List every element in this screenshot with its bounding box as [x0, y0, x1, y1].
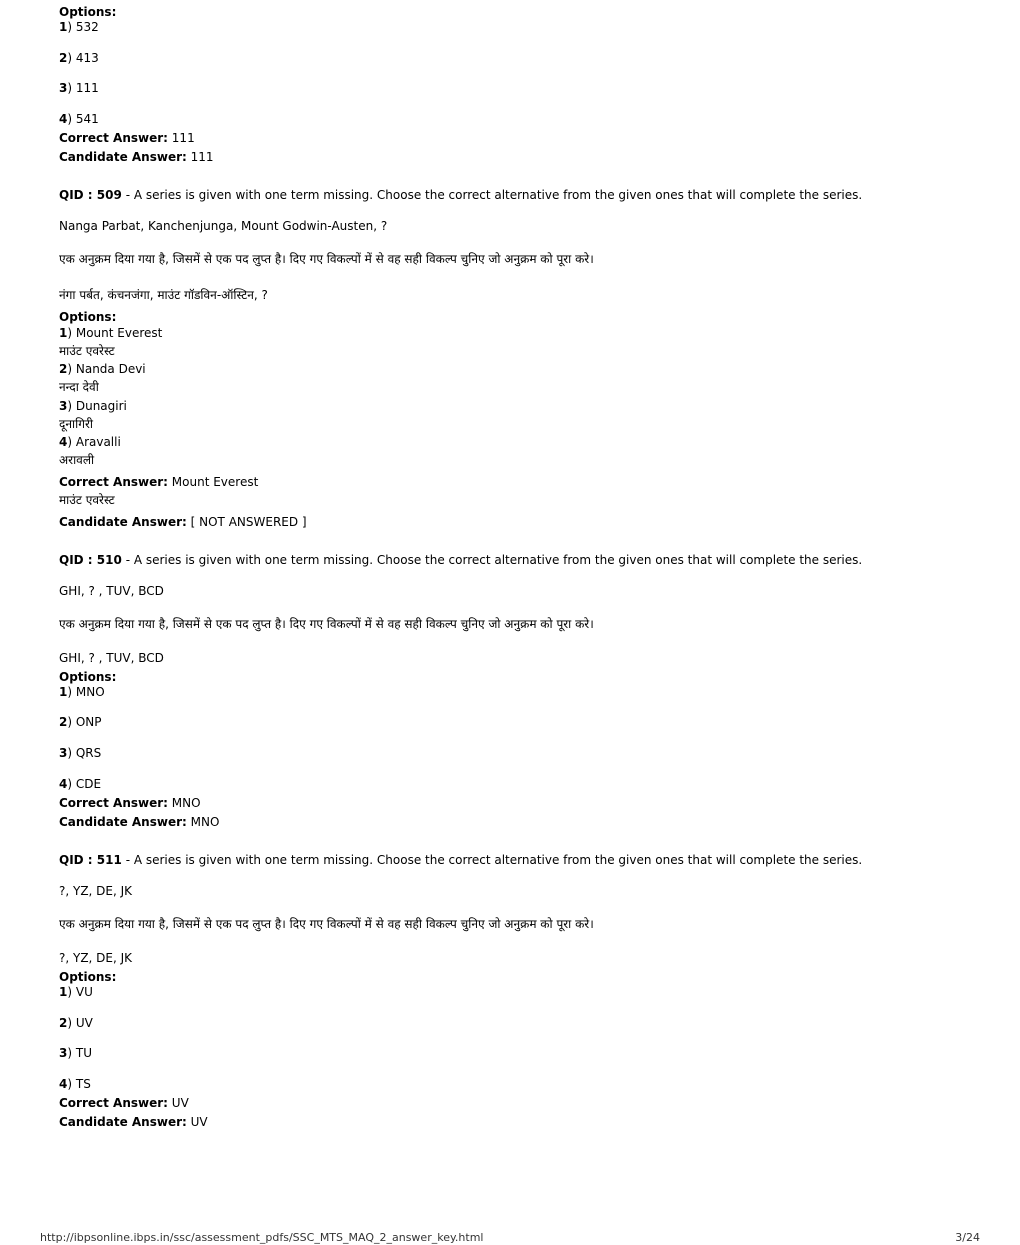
series-en-510: GHI, ? , TUV, BCD — [59, 584, 164, 598]
question-hi-511: एक अनुक्रम दिया गया है, जिसमें से एक पद लुप्त है। दिए गए विकल्पों में से वह सही विकल्प चुनिए जो अनुक्रम को पूरा करे। — [59, 917, 594, 931]
options-label: Options: — [59, 970, 117, 984]
series-hi-511: ?, YZ, DE, JK — [59, 951, 133, 965]
candidate-answer: Candidate Answer: 111 — [59, 150, 214, 164]
option-4-hi: अरावली — [59, 453, 95, 467]
options-label: Options: — [59, 310, 117, 324]
series-hi-510: GHI, ? , TUV, BCD — [59, 651, 164, 665]
option-1: 1) VU — [59, 985, 93, 999]
option-4: 4) TS — [59, 1077, 91, 1091]
option-3: 3) 111 — [59, 81, 99, 95]
question-hi-509: एक अनुक्रम दिया गया है, जिसमें से एक पद लुप्त है। दिए गए विकल्पों में से वह सही विकल्प चुनिए जो अनुक्रम को पूरा करे। — [59, 252, 594, 266]
option-2-hi: नन्दा देवी — [59, 380, 99, 394]
question-509: QID : 509 - A series is given with one term missing. Choose the correct alternative from the given ones that will complete the series. — [59, 188, 863, 202]
candidate-answer: Candidate Answer: MNO — [59, 815, 220, 829]
candidate-answer: Candidate Answer: [ NOT ANSWERED ] — [59, 515, 307, 529]
correct-answer-hi: माउंट एवरेस्ट — [59, 493, 115, 507]
option-4: 4) CDE — [59, 777, 102, 791]
correct-answer: Correct Answer: 111 — [59, 131, 195, 145]
option-3: 3) Dunagiri — [59, 399, 127, 413]
series-hi-509: नंगा पर्बत, कंचनजंगा, माउंट गॉडविन-ऑस्टिन, ? — [59, 288, 268, 302]
options-label: Options: — [59, 670, 117, 684]
question-510: QID : 510 - A series is given with one term missing. Choose the correct alternative from the given ones that will complete the series. — [59, 553, 863, 567]
option-4: 4) Aravalli — [59, 435, 121, 449]
option-2: 2) Nanda Devi — [59, 362, 146, 376]
option-2: 2) 413 — [59, 51, 99, 65]
option-2: 2) ONP — [59, 715, 102, 729]
option-1-hi: माउंट एवरेस्ट — [59, 344, 115, 358]
correct-answer: Correct Answer: UV — [59, 1096, 189, 1110]
question-511: QID : 511 - A series is given with one term missing. Choose the correct alternative from the given ones that will complete the series. — [59, 853, 863, 867]
option-3: 3) QRS — [59, 746, 102, 760]
option-3-hi: दूनागिरी — [59, 417, 94, 431]
option-1: 1) MNO — [59, 685, 105, 699]
option-1: 1) Mount Everest — [59, 326, 163, 340]
option-2: 2) UV — [59, 1016, 93, 1030]
options-label: Options: — [59, 5, 117, 19]
page-footer — [40, 1231, 980, 1245]
correct-answer: Correct Answer: MNO — [59, 796, 201, 810]
option-1: 1) 532 — [59, 20, 99, 34]
candidate-answer: Candidate Answer: UV — [59, 1115, 208, 1129]
page-number: 3/24 — [955, 1231, 980, 1244]
option-3: 3) TU — [59, 1046, 92, 1060]
series-en-509: Nanga Parbat, Kanchenjunga, Mount Godwin-Austen, ? — [59, 219, 388, 233]
question-hi-510: एक अनुक्रम दिया गया है, जिसमें से एक पद लुप्त है। दिए गए विकल्पों में से वह सही विकल्प चुनिए जो अनुक्रम को पूरा करे। — [59, 617, 594, 631]
series-en-511: ?, YZ, DE, JK — [59, 884, 133, 898]
option-4: 4) 541 — [59, 112, 99, 126]
correct-answer: Correct Answer: Mount Everest — [59, 475, 259, 489]
footer-url[interactable]: http://ibpsonline.ibps.in/ssc/assessment_pdfs/SSC_MTS_MAQ_2_answer_key.html — [40, 1231, 484, 1244]
